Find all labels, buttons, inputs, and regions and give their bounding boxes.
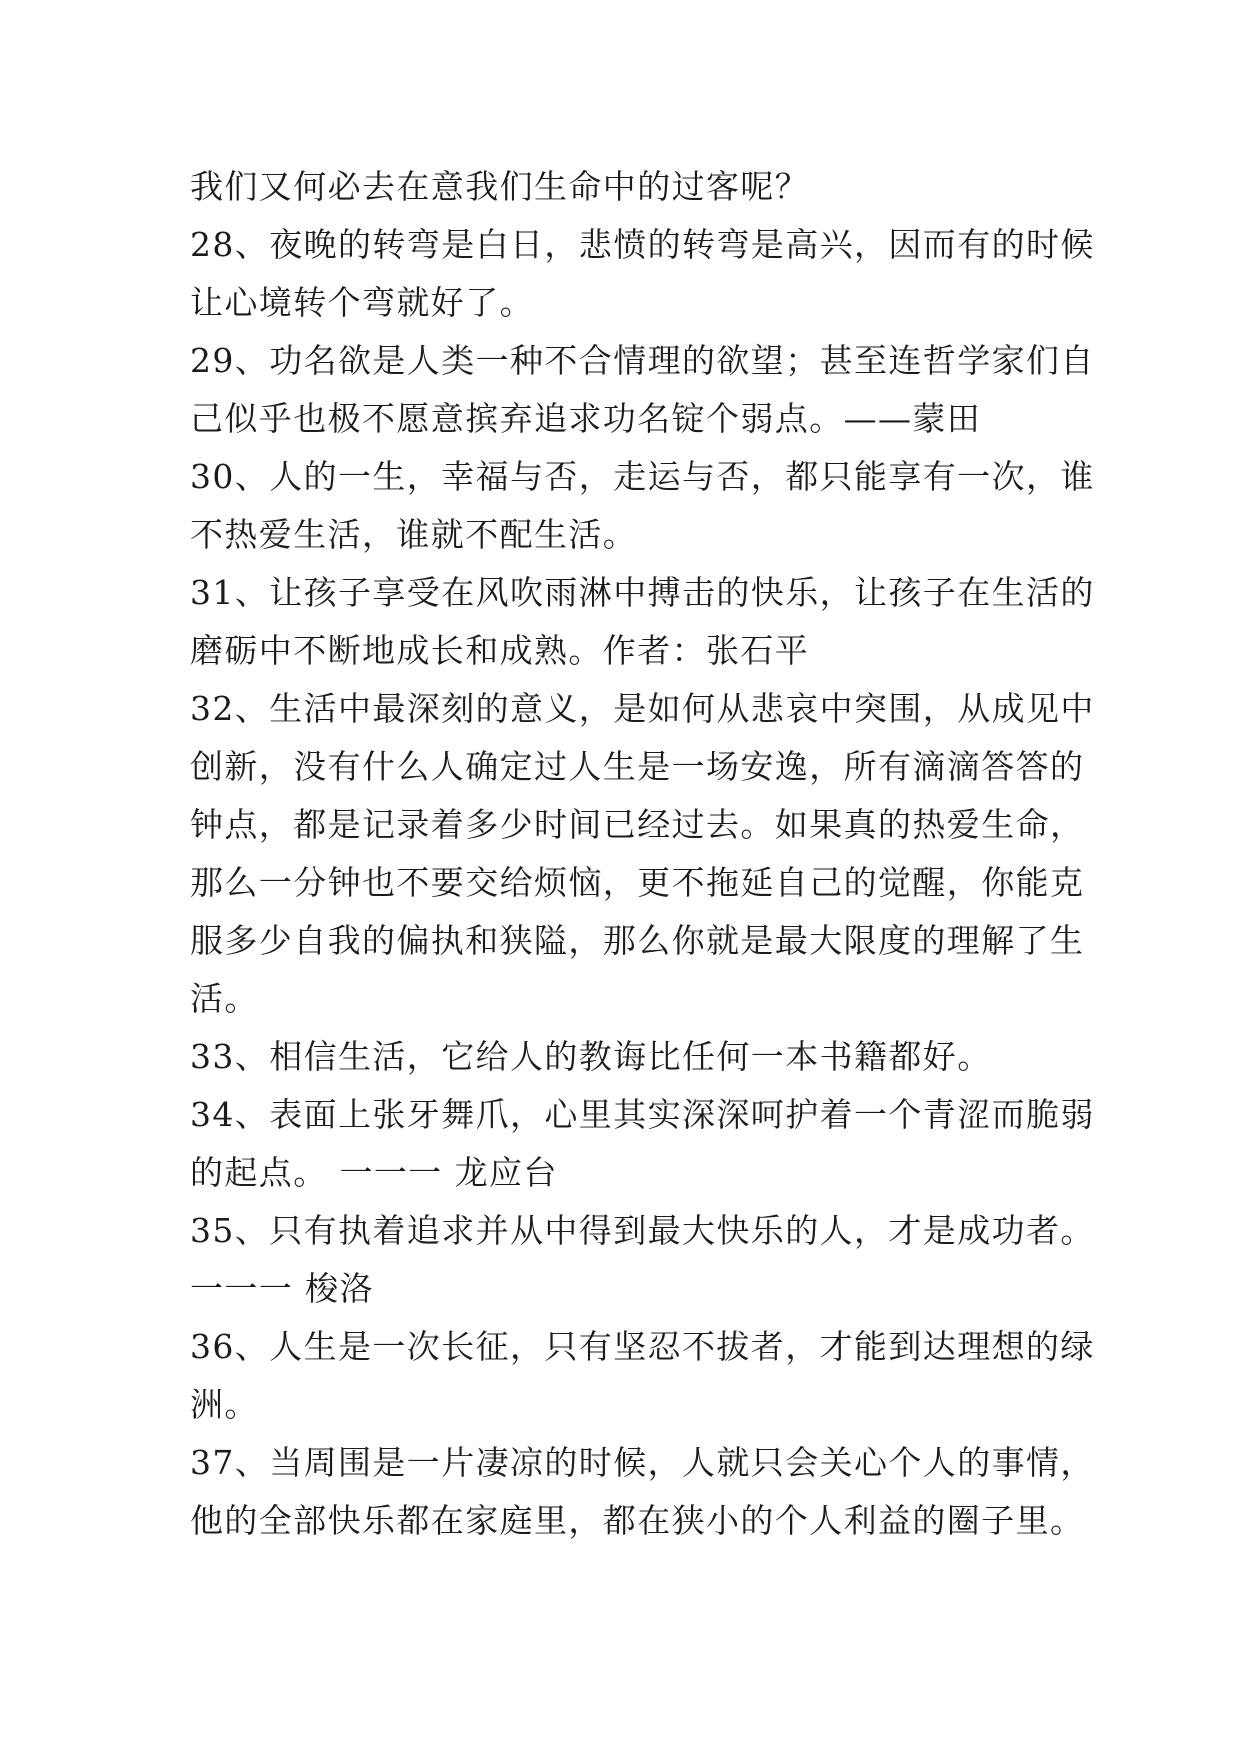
- text-line: 36、人生是一次长征，只有坚忍不拔者，才能到达理想的绿: [190, 1327, 1095, 1366]
- text-line: 一一一 梭洛: [190, 1269, 374, 1308]
- text-line: 37、当周围是一片凄凉的时候，人就只会关心个人的事情，: [190, 1443, 1095, 1482]
- text-line: 他的全部快乐都在家庭里，都在狭小的个人利益的圈子里。: [190, 1501, 1085, 1540]
- text-line: 己似乎也极不愿意摈弃追求功名锭个弱点。——蒙田: [190, 399, 982, 438]
- text-line: 35、只有执着追求并从中得到最大快乐的人，才是成功者。: [190, 1211, 1095, 1250]
- text-line: 32、生活中最深刻的意义，是如何从悲哀中突围，从成见中: [190, 689, 1095, 728]
- text-line: 洲。: [190, 1385, 259, 1424]
- text-line: 让心境转个弯就好了。: [190, 283, 534, 322]
- text-line: 34、表面上张牙舞爪，心里其实深深呵护着一个青涩而脆弱: [190, 1095, 1095, 1134]
- text-line: 我们又何必去在意我们生命中的过客呢？: [190, 167, 810, 206]
- text-line: 的起点。 一一一 龙应台: [190, 1153, 558, 1192]
- text-line: 钟点，都是记录着多少时间已经过去。如果真的热爱生命，: [190, 805, 1085, 844]
- text-line: 33、相信生活，它给人的教诲比任何一本书籍都好。: [190, 1037, 992, 1076]
- text-line: 28、夜晚的转弯是白日，悲愤的转弯是高兴，因而有的时候: [190, 225, 1095, 264]
- text-line: 服多少自我的偏执和狭隘，那么你就是最大限度的理解了生: [190, 921, 1085, 960]
- text-line: 不热爱生活，谁就不配生活。: [190, 515, 638, 554]
- text-line: 29、功名欲是人类一种不合情理的欲望；甚至连哲学家们自: [190, 341, 1095, 380]
- text-line: 活。: [190, 979, 259, 1018]
- text-line: 30、人的一生，幸福与否，走运与否，都只能享有一次，谁: [190, 457, 1095, 496]
- text-line: 31、让孩子享受在风吹雨淋中搏击的快乐，让孩子在生活的: [190, 573, 1095, 612]
- text-line: 那么一分钟也不要交给烦恼，更不拖延自己的觉醒，你能克: [190, 863, 1085, 902]
- text-line: 磨砺中不断地成长和成熟。作者：张石平: [190, 631, 810, 670]
- document-body: [190, 158, 1095, 1550]
- text-line: 创新，没有什么人确定过人生是一场安逸，所有滴滴答答的: [190, 747, 1085, 786]
